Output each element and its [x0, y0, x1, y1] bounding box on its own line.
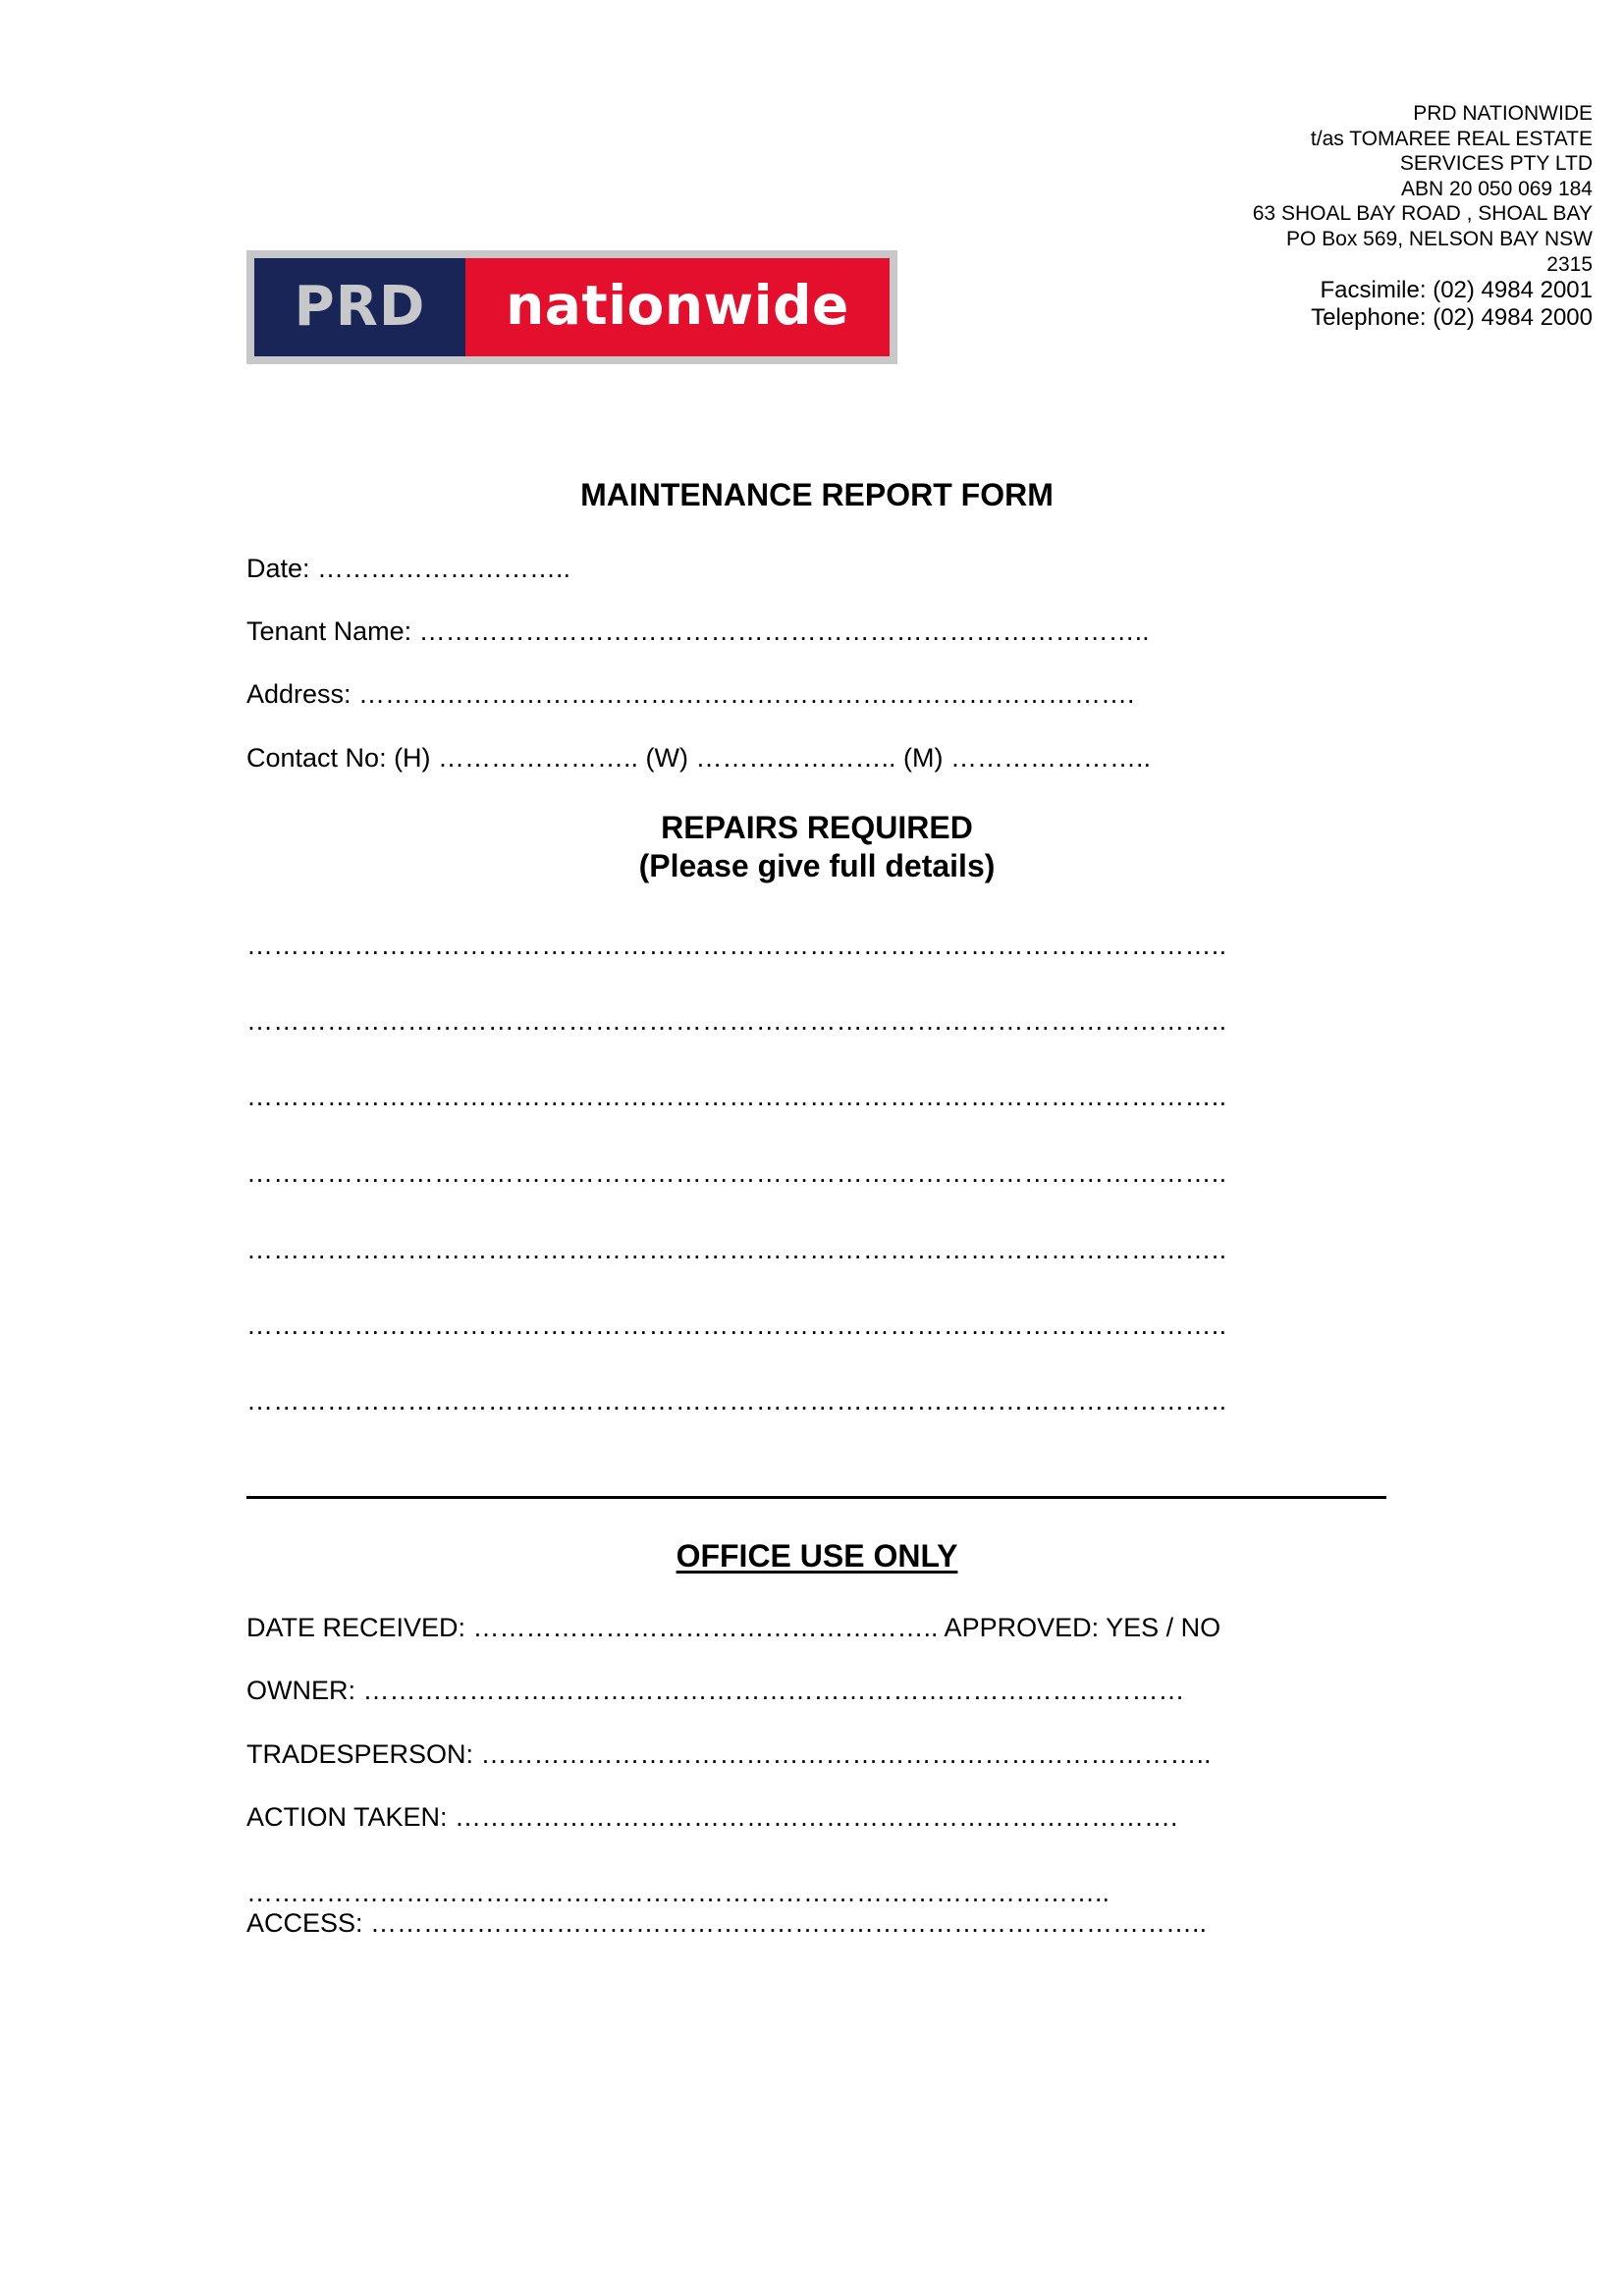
action-taken-continuation-line[interactable]: ……………………………………………………………………………………..	[246, 1878, 1110, 1907]
form-title: MAINTENANCE REPORT FORM	[580, 477, 1054, 512]
telephone-line: Telephone: (02) 4984 2000	[1311, 304, 1593, 332]
tradesperson-field[interactable]: TRADESPERSON: ………………………………………………………………………..	[246, 1739, 1212, 1769]
repairs-line[interactable]: ………………………………………………………………………………………………..	[246, 1310, 1227, 1340]
repairs-heading: REPAIRS REQUIRED	[661, 810, 973, 845]
facsimile-line: Facsimile: (02) 4984 2001	[1320, 277, 1593, 304]
repairs-subheading: (Please give full details)	[638, 848, 996, 883]
po-box-line: PO Box 569, NELSON BAY NSW	[1285, 227, 1593, 250]
owner-field[interactable]: OWNER: …………………………………………………………………………………	[246, 1676, 1185, 1705]
repairs-line[interactable]: ………………………………………………………………………………………………..	[246, 1082, 1227, 1111]
date-field[interactable]: Date: ………………………..	[246, 554, 571, 583]
company-name: PRD NATIONWIDE	[1413, 102, 1593, 125]
logo-nationwide-text: nationwide	[506, 274, 849, 337]
abn-line: ABN 20 050 069 184	[1401, 177, 1593, 200]
repairs-line[interactable]: ………………………………………………………………………………………………..	[246, 1386, 1227, 1415]
prd-nationwide-logo	[246, 250, 897, 364]
address-field[interactable]: Address: …………………………………………………………………………….	[246, 679, 1135, 709]
contact-number-field[interactable]: Contact No: (H) ………………….. (W) ………………….. (M) …………………..	[246, 743, 1152, 773]
date-received-field[interactable]: DATE RECEIVED: …………………………………………….. APPROVED: YES / NO	[246, 1613, 1221, 1642]
access-field[interactable]: ACCESS: …………………………………………………………………………………..	[246, 1908, 1208, 1938]
tenant-name-field[interactable]: Tenant Name: ………………………………………………………………………..	[246, 616, 1150, 646]
street-address-line: 63 SHOAL BAY ROAD , SHOAL BAY	[1252, 202, 1593, 226]
section-divider	[246, 1496, 1386, 1499]
company-address-block	[1080, 101, 1593, 332]
postcode-line: 2315	[1546, 252, 1593, 276]
trading-as-line: t/as TOMAREE REAL ESTATE	[1310, 127, 1593, 150]
company-suffix-line: SERVICES PTY LTD	[1399, 152, 1593, 176]
logo-navy-panel	[254, 258, 465, 356]
repairs-line[interactable]: ………………………………………………………………………………………………..	[246, 931, 1227, 960]
repairs-line[interactable]: ………………………………………………………………………………………………..	[246, 1158, 1227, 1188]
office-use-heading: OFFICE USE ONLY	[676, 1538, 958, 1574]
repairs-line[interactable]: ………………………………………………………………………………………………..	[246, 1006, 1227, 1036]
repairs-line[interactable]: ………………………………………………………………………………………………..	[246, 1235, 1227, 1264]
action-taken-field[interactable]: ACTION TAKEN: ……………………………………………………………………….	[246, 1802, 1178, 1832]
logo-prd-text: PRD	[294, 275, 426, 339]
logo-red-panel	[465, 258, 890, 356]
